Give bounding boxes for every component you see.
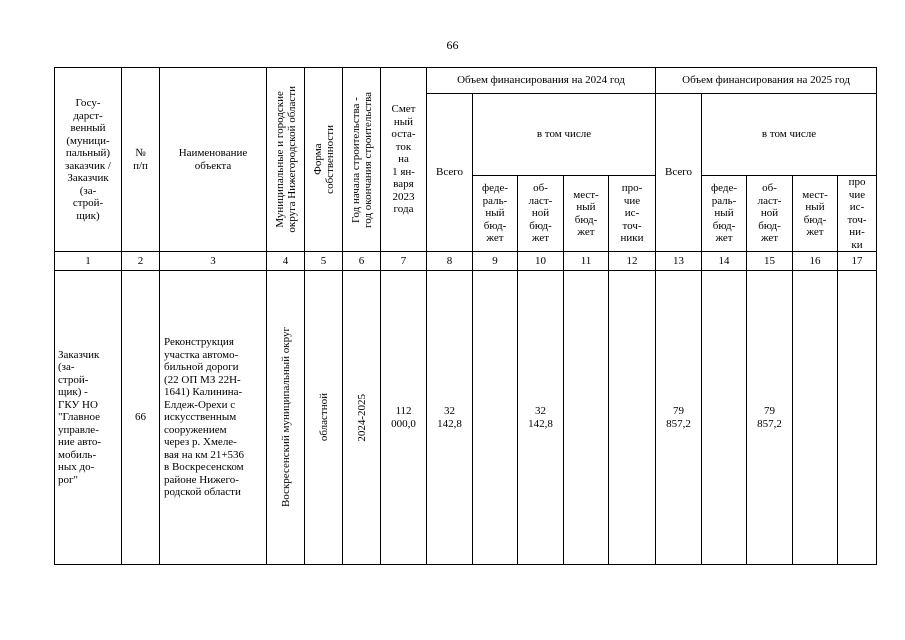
col-number: 2 bbox=[122, 252, 160, 271]
header-ownership bbox=[305, 68, 343, 252]
header-funding-2024: Объем финансирования на 2024 год bbox=[427, 68, 656, 94]
col-number: 9 bbox=[473, 252, 518, 271]
header-funding-2025: Объем финансирования на 2025 год bbox=[656, 68, 877, 94]
table-row bbox=[55, 271, 877, 565]
col-number: 7 bbox=[381, 252, 427, 271]
row-ownership-text: областной bbox=[317, 393, 330, 442]
header-total-2025: Всего bbox=[656, 94, 702, 252]
row-total-2024: 32 142,8 bbox=[427, 271, 473, 565]
header-other-2024: про- чие ис- точ- ники bbox=[609, 176, 656, 252]
row-local-2024 bbox=[564, 271, 609, 565]
col-number: 12 bbox=[609, 252, 656, 271]
row-balance: 112 000,0 bbox=[381, 271, 427, 565]
col-number: 16 bbox=[793, 252, 838, 271]
header-total-2024: Всего bbox=[427, 94, 473, 252]
row-regional-2024: 32 142,8 bbox=[518, 271, 564, 565]
row-years-text: 2024-2025 bbox=[355, 393, 368, 442]
header-federal-2025: феде- раль- ный бюд- жет bbox=[702, 176, 747, 252]
row-local-2025 bbox=[793, 271, 838, 565]
col-number: 5 bbox=[305, 252, 343, 271]
col-number: 1 bbox=[55, 252, 122, 271]
header-customer: Госу- дарст- венный (муници- пальный) заказчик / Заказчик (за- строй- щик) bbox=[55, 68, 122, 252]
header-balance: Смет ный оста- ток на 1 ян- варя 2023 года bbox=[381, 68, 427, 252]
column-number-row bbox=[55, 252, 877, 271]
row-customer: Заказчик (за- строй- щик) - ГКУ НО "Главное управле- ние авто- мобиль- ных до- рог" bbox=[55, 271, 122, 565]
header-regional-2024: об- ласт- ной бюд- жет bbox=[518, 176, 564, 252]
row-regional-2025: 79 857,2 bbox=[747, 271, 793, 565]
row-other-2024 bbox=[609, 271, 656, 565]
col-number: 4 bbox=[267, 252, 305, 271]
header-municipality-text: Муниципальные и городские округа Нижегородской области bbox=[273, 86, 298, 233]
header-other-2025: про чие ис- точ- ни- ки bbox=[838, 176, 877, 252]
row-municipality-text: Воскресенский муниципальный округ bbox=[279, 327, 292, 508]
header-including-2025: в том числе bbox=[702, 94, 877, 176]
header-including-2024: в том числе bbox=[473, 94, 656, 176]
row-years bbox=[343, 271, 381, 565]
header-local-2024: мест- ный бюд- жет bbox=[564, 176, 609, 252]
header-local-2025: мест- ный бюд- жет bbox=[793, 176, 838, 252]
row-num: 66 bbox=[122, 271, 160, 565]
col-number: 13 bbox=[656, 252, 702, 271]
header-regional-2025: об- ласт- ной бюд- жет bbox=[747, 176, 793, 252]
col-number: 6 bbox=[343, 252, 381, 271]
col-number: 8 bbox=[427, 252, 473, 271]
col-number: 15 bbox=[747, 252, 793, 271]
row-other-2025 bbox=[838, 271, 877, 565]
col-number: 11 bbox=[564, 252, 609, 271]
col-number: 14 bbox=[702, 252, 747, 271]
row-federal-2025 bbox=[702, 271, 747, 565]
row-name: Реконструкция участка автомо- бильной дороги (22 ОП МЗ 22Н- 1641) Калинина- Елдеж-Орехи с искусственным сооружением через р. Хмеле- вая на км 21+536 в Воскресенском районе Нижего- родской области bbox=[160, 271, 267, 565]
row-ownership bbox=[305, 271, 343, 565]
header-row-1 bbox=[55, 68, 877, 94]
header-federal-2024: феде- раль- ный бюд- жет bbox=[473, 176, 518, 252]
header-num: № п/п bbox=[122, 68, 160, 252]
row-total-2025: 79 857,2 bbox=[656, 271, 702, 565]
col-number: 3 bbox=[160, 252, 267, 271]
page-number: 66 bbox=[446, 38, 459, 52]
header-municipality bbox=[267, 68, 305, 252]
header-name: Наименование объекта bbox=[160, 68, 267, 252]
row-municipality bbox=[267, 271, 305, 565]
funding-table bbox=[54, 67, 877, 565]
col-number: 17 bbox=[838, 252, 877, 271]
header-years-text: Год начала строительства - год окончания строительства bbox=[349, 91, 374, 228]
header-ownership-text: Форма собственности bbox=[311, 125, 336, 194]
header-years bbox=[343, 68, 381, 252]
col-number: 10 bbox=[518, 252, 564, 271]
row-federal-2024 bbox=[473, 271, 518, 565]
